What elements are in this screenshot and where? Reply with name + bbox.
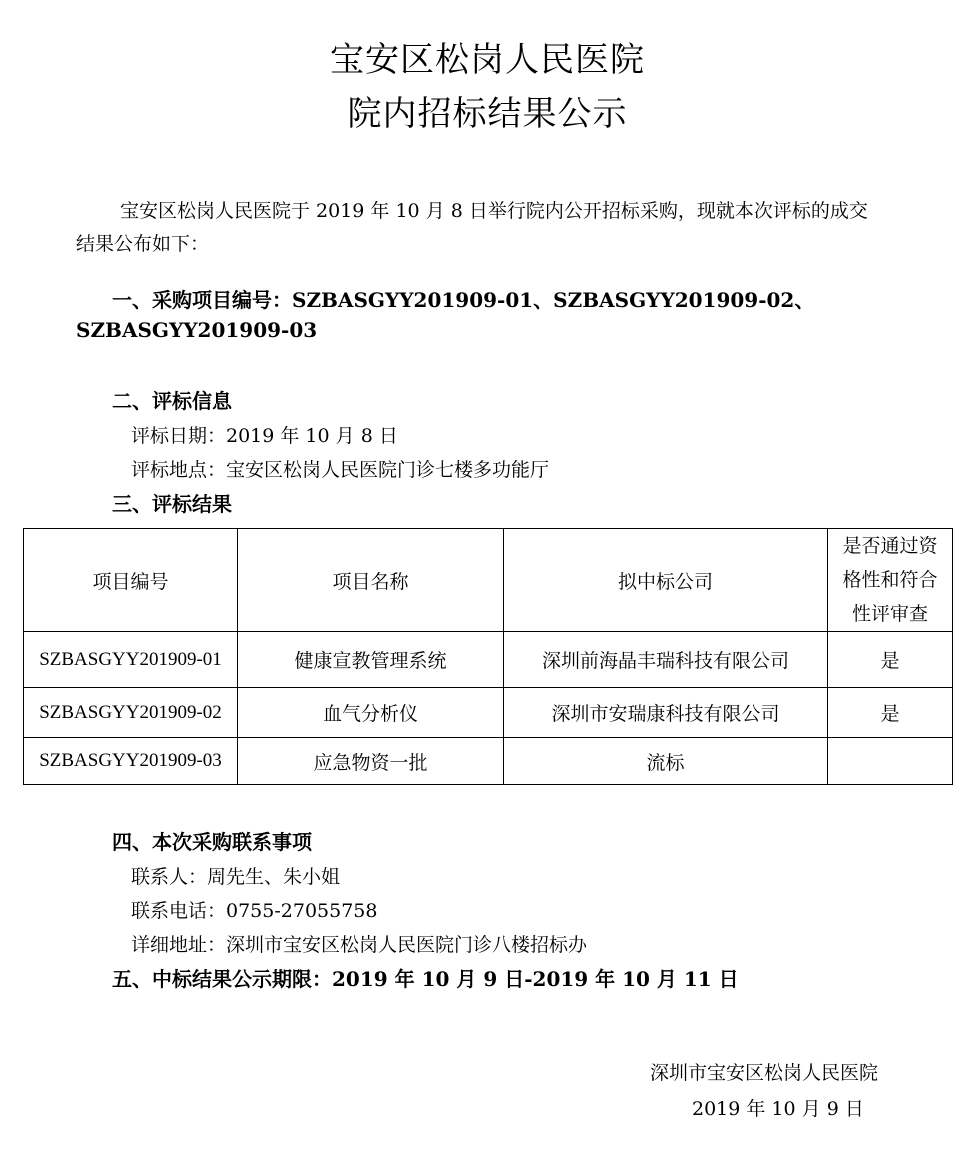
title-line-1: 宝安区松岗人民医院 <box>330 40 645 80</box>
contact-address: 详细地址：深圳市宝安区松岗人民医院门诊八楼招标办 <box>131 934 588 956</box>
cell-company: 深圳市安瑞康科技有限公司 <box>504 688 828 738</box>
header-project-name: 项目名称 <box>238 529 504 632</box>
cell-project-name: 健康宣教管理系统 <box>238 632 504 688</box>
cell-project-name: 血气分析仪 <box>238 688 504 738</box>
contact-person: 联系人：周先生、朱小姐 <box>131 866 341 888</box>
header-qualification-line-3: 性评审查 <box>851 603 928 625</box>
eval-location: 评标地点：宝安区松岗人民医院门诊七楼多功能厅 <box>131 459 550 481</box>
section-5-publicity-period: 五、中标结果公示期限：2019 年 10 月 9 日-2019 年 10 月 11 日 <box>112 967 739 991</box>
section-2-heading: 二、评标信息 <box>112 389 232 413</box>
section-1-project-numbers: 一、采购项目编号：SZBASGYY201909-01、SZBASGYY201909-02、 <box>112 288 815 312</box>
cell-project-code: SZBASGYY201909-01 <box>24 632 238 688</box>
intro-paragraph-line-1: 宝安区松岗人民医院于 2019 年 10 月 8 日举行院内公开招标采购，现就本次评标的成交 <box>120 200 868 222</box>
results-table <box>23 528 953 785</box>
signature-date: 2019 年 10 月 9 日 <box>692 1098 864 1120</box>
cell-passed: 是 <box>828 632 953 688</box>
header-company: 拟中标公司 <box>504 529 828 632</box>
table-row <box>24 688 953 738</box>
cell-project-code: SZBASGYY201909-03 <box>24 738 238 785</box>
cell-passed <box>828 738 953 785</box>
eval-date: 评标日期：2019 年 10 月 8 日 <box>131 425 398 447</box>
cell-company: 深圳前海晶丰瑞科技有限公司 <box>504 632 828 688</box>
section-1-project-numbers-cont: SZBASGYY201909-03 <box>76 318 318 342</box>
title-line-2: 院内招标结果公示 <box>347 94 628 134</box>
table-row <box>24 738 953 785</box>
header-qualification <box>828 529 953 632</box>
cell-company: 流标 <box>504 738 828 785</box>
header-project-code: 项目编号 <box>24 529 238 632</box>
cell-project-name: 应急物资一批 <box>238 738 504 785</box>
section-4-heading: 四、本次采购联系事项 <box>112 830 312 854</box>
contact-phone: 联系电话：0755-27055758 <box>131 900 378 922</box>
table-row <box>24 632 953 688</box>
header-qualification-line-1: 是否通过资 <box>842 535 938 557</box>
cell-project-code: SZBASGYY201909-02 <box>24 688 238 738</box>
header-qualification-line-2: 格性和符合 <box>842 569 938 591</box>
cell-passed: 是 <box>828 688 953 738</box>
section-3-heading: 三、评标结果 <box>112 492 232 516</box>
intro-paragraph-line-2: 结果公布如下： <box>76 233 210 255</box>
signature-organization: 深圳市宝安区松岗人民医院 <box>650 1062 879 1084</box>
table-header-row <box>24 529 953 632</box>
